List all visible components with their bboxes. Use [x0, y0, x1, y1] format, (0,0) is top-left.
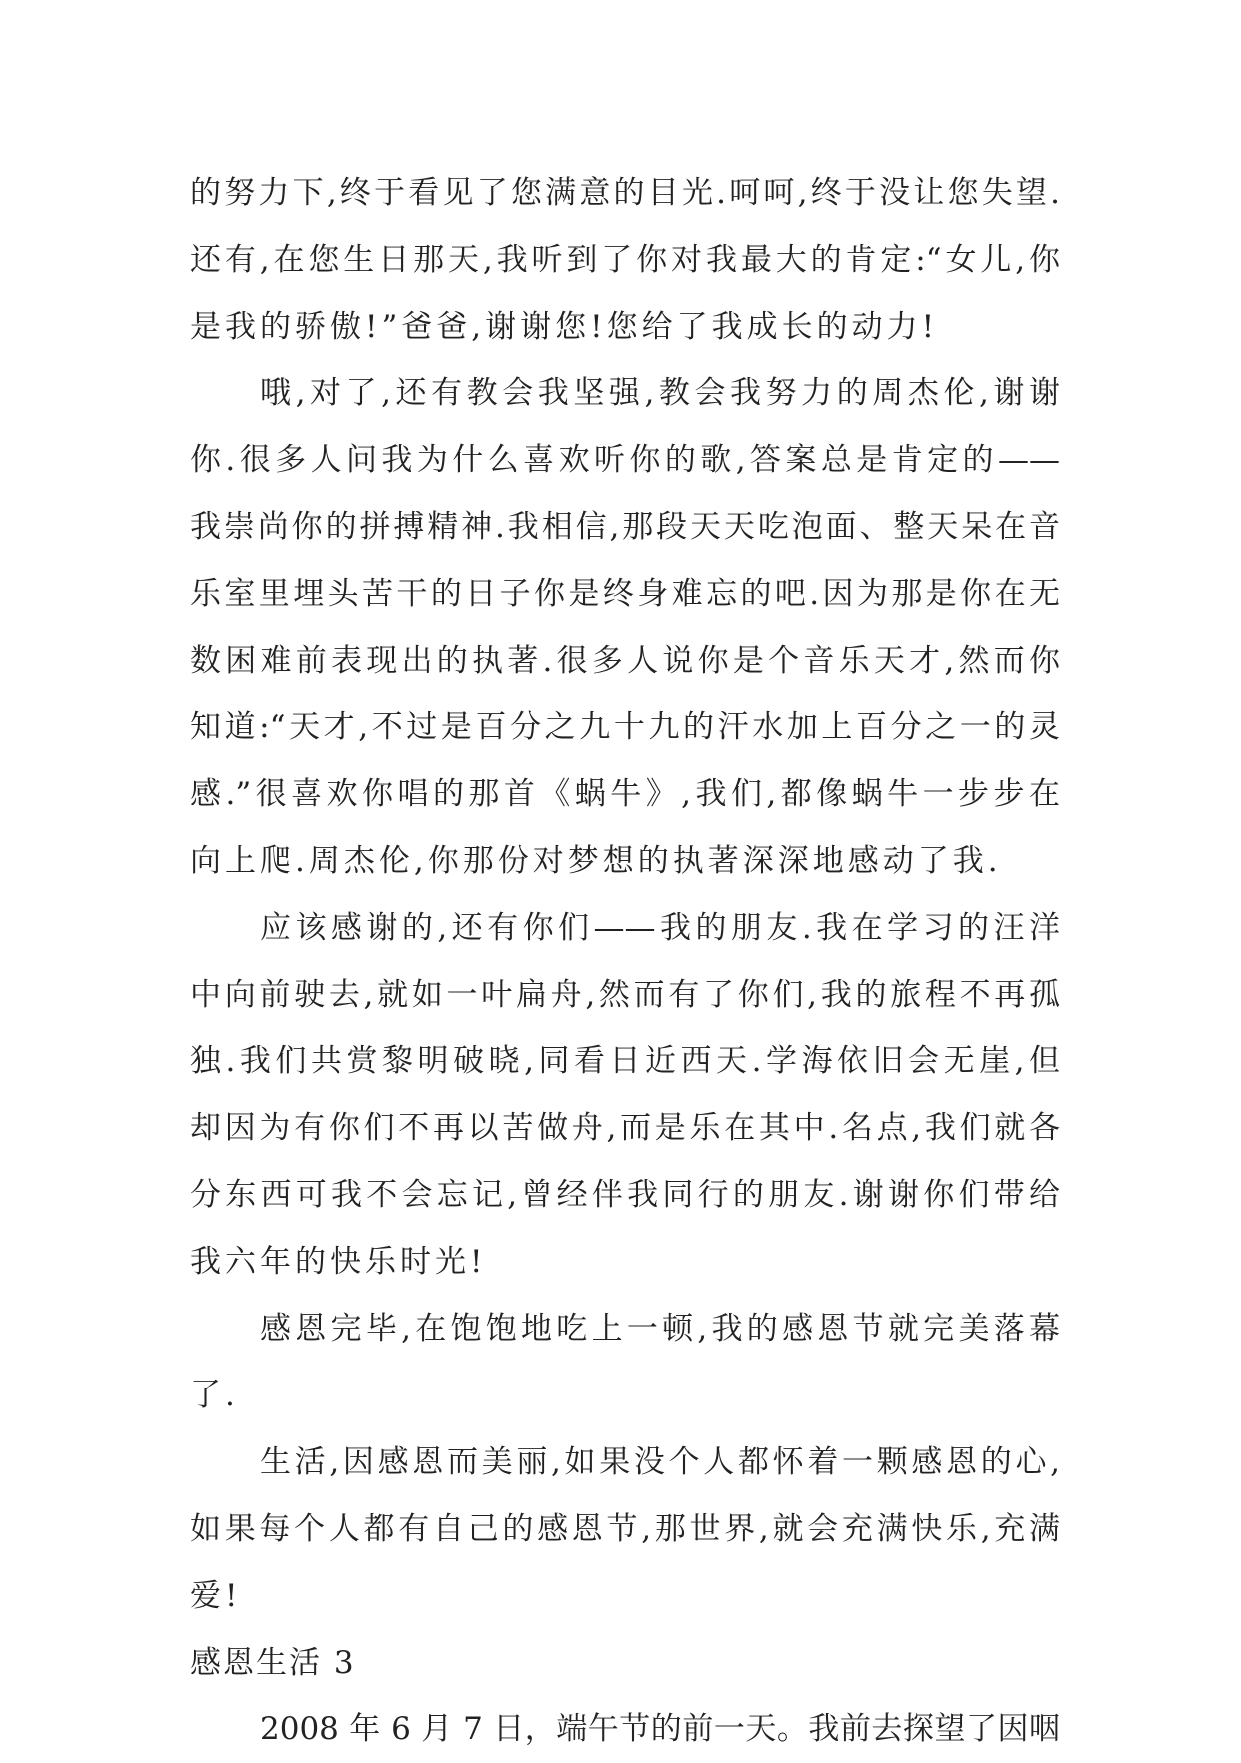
section-heading: 感恩生活 3 [190, 1644, 356, 1681]
text-line-16: 分东西可我不会忘记,曾经伴我同行的朋友.谢谢你们带给 [190, 1176, 1060, 1213]
text-line-22: 爱! [190, 1577, 242, 1614]
text-line-15: 却因为有你们不再以苦做舟,而是乐在其中.名点,我们就各 [190, 1110, 1060, 1147]
text-line-7: 乐室里埋头苦干的日子你是终身难忘的吧.因为那是你在无 [190, 575, 1060, 612]
text-line-4: 哦,对了,还有教会我坚强,教会我努力的周杰伦,谢谢 [260, 375, 1060, 412]
text-line-14: 独.我们共赏黎明破晓,同看日近西天.学海依旧会无崖,但 [190, 1043, 1060, 1080]
text-line-3: 是我的骄傲!”爸爸,谢谢您!您给了我成长的动力! [190, 308, 939, 345]
text-line-6: 我崇尚你的拼搏精神.我相信,那段天天吃泡面、整天呆在音 [190, 508, 1060, 545]
text-line-11: 向上爬.周杰伦,你那份对梦想的执著深深地感动了我. [190, 842, 1002, 879]
text-line-2: 还有,在您生日那天,我听到了你对我最大的肯定:“女儿,你 [190, 241, 1060, 278]
text-line-12: 应该感谢的,还有你们——我的朋友.我在学习的汪洋 [260, 909, 1060, 946]
text-line-18: 感恩完毕,在饱饱地吃上一顿,我的感恩节就完美落幕 [260, 1310, 1060, 1347]
document-body [190, 160, 1060, 1763]
text-line-17: 我六年的快乐时光! [190, 1243, 487, 1280]
text-line-5: 你.很多人问我为什么喜欢听你的歌,答案总是肯定的—— [190, 442, 1060, 479]
text-line-10: 感.”很喜欢你唱的那首《蜗牛》,我们,都像蜗牛一步步在 [190, 776, 1060, 813]
text-line-8: 数困难前表现出的执著.很多人说你是个音乐天才,然而你 [190, 642, 1060, 679]
text-line-1: 的努力下,终于看见了您满意的目光.呵呵,终于没让您失望. [190, 175, 1060, 211]
text-line-19: 了. [190, 1377, 239, 1414]
text-line-24: 2008 年 6 月 7 日，端午节的前一天。我前去探望了因咽 [260, 1711, 1060, 1748]
text-line-20: 生活,因感恩而美丽,如果没个人都怀着一颗感恩的心, [260, 1444, 1060, 1481]
text-line-9: 知道:“天才,不过是百分之九十九的汗水加上百分之一的灵 [190, 709, 1060, 746]
text-line-21: 如果每个人都有自己的感恩节,那世界,就会充满快乐,充满 [190, 1510, 1060, 1547]
text-line-13: 中向前驶去,就如一叶扁舟,然而有了你们,我的旅程不再孤 [190, 976, 1060, 1013]
